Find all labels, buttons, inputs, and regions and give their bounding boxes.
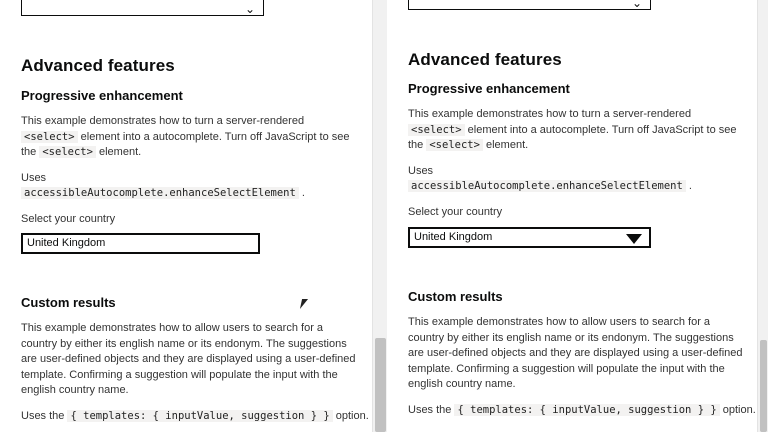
select-code: <select>	[408, 124, 465, 136]
select-code-2: <select>	[426, 139, 483, 151]
left-scrollbar[interactable]	[372, 0, 388, 432]
right-pane	[387, 0, 757, 432]
progressive-description: This example demonstrates how to turn a server-rendered <select> element into a autocomplete. Turn off JavaScript to see the <select> element.	[408, 108, 737, 151]
triangle-down-icon[interactable]	[626, 234, 642, 244]
custom-results-description: This example demonstrates how to allow users to search for a country by either its english name or its endonym. The suggestions are user-defined objects and they are displayed using a user-defined template. Confirming a suggestion will populate the input with the english country name.	[408, 316, 743, 390]
advanced-features-heading: Advanced features	[21, 56, 175, 75]
templates-code: { templates: { inputValue, suggestion } }	[454, 404, 719, 416]
uses-label: Uses	[408, 165, 434, 177]
progressive-description: This example demonstrates how to turn a server-rendered <select> element into a autocomplete. Turn off JavaScript to see the <select> element.	[21, 115, 350, 158]
advanced-features-heading: Advanced features	[408, 50, 562, 69]
country-select-value: United Kingdom	[414, 231, 493, 243]
templates-code: { templates: { inputValue, suggestion } }	[67, 410, 332, 422]
country-autocomplete-input[interactable]: United Kingdom	[21, 233, 260, 254]
chevron-down-icon[interactable]: ⌄	[631, 0, 642, 10]
country-field-label: Select your country	[408, 206, 503, 218]
select-code-2: <select>	[39, 146, 96, 158]
previous-select-field-right[interactable]	[408, 0, 651, 10]
progressive-enhancement-heading: Progressive enhancement	[21, 88, 183, 103]
chevron-down-icon[interactable]: ⌄	[244, 2, 255, 16]
left-pane	[0, 0, 372, 432]
country-field-label: Select your country	[21, 213, 116, 225]
left-scrollbar-thumb[interactable]	[375, 338, 386, 432]
uses-code-line: accessibleAutocomplete.enhanceSelectElement .	[21, 187, 305, 199]
right-scrollbar-thumb[interactable]	[760, 340, 767, 432]
right-scrollbar[interactable]	[757, 0, 768, 432]
select-code: <select>	[21, 131, 78, 143]
uses-label: Uses	[21, 172, 47, 184]
progressive-enhancement-heading: Progressive enhancement	[408, 81, 570, 96]
enhance-select-code: accessibleAutocomplete.enhanceSelectElement	[21, 187, 299, 199]
country-select[interactable]	[408, 227, 651, 248]
previous-select-field[interactable]	[21, 0, 264, 16]
custom-results-heading: Custom results	[21, 295, 116, 310]
custom-results-description: This example demonstrates how to allow users to search for a country by either its english name or its endonym. The suggestions are user-defined objects and they are displayed using a user-defined template. Confirming a suggestion will populate the input with the english country name.	[21, 322, 356, 396]
custom-uses-line: Uses the { templates: { inputValue, suggestion } } option.	[408, 404, 756, 416]
uses-code-line: accessibleAutocomplete.enhanceSelectElement .	[408, 180, 692, 192]
custom-results-heading: Custom results	[408, 289, 503, 304]
custom-uses-line: Uses the { templates: { inputValue, suggestion } } option.	[21, 410, 369, 422]
enhance-select-code: accessibleAutocomplete.enhanceSelectElement	[408, 180, 686, 192]
